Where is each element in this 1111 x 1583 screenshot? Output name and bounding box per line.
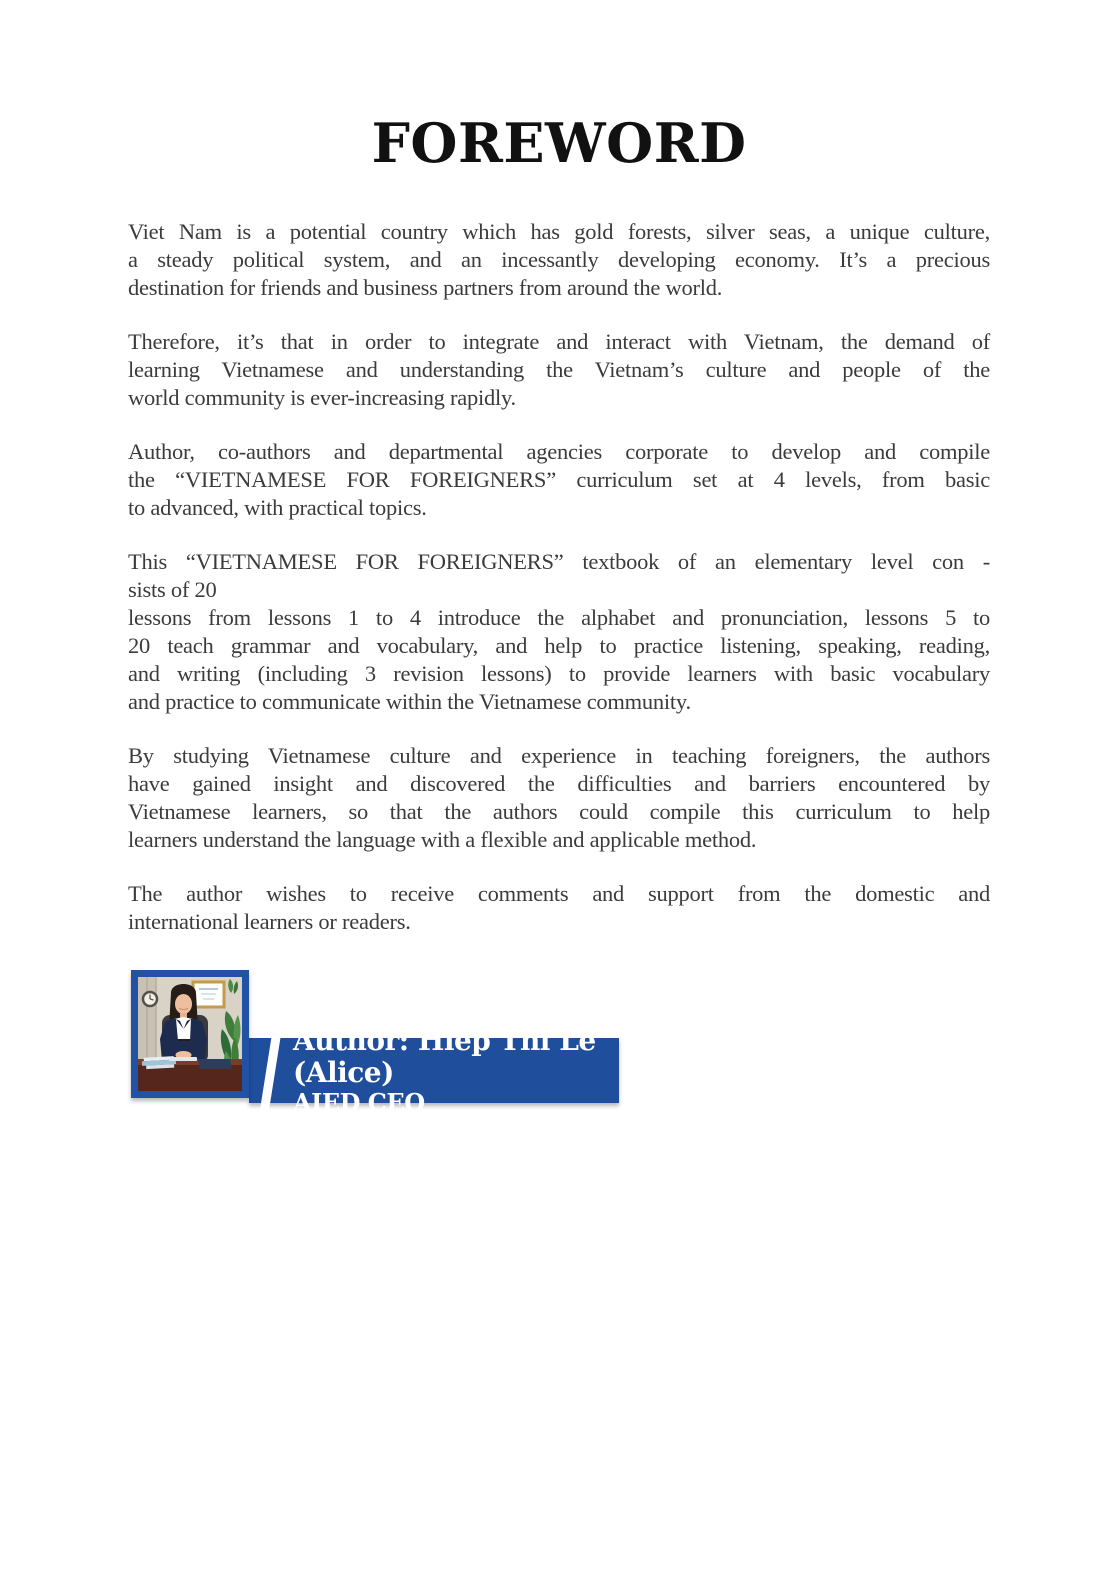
paragraph-line: lessons from lessons 1 to 4 introduce the alphabet and pronunciation, lessons 5 to (128, 605, 990, 630)
paragraph-line: have gained insight and discovered the difficulties and barriers encountered by (128, 771, 990, 796)
paragraph-line: to advanced, with practical topics. (128, 495, 427, 520)
paragraph-line: destination for friends and business partners from around the world. (128, 275, 723, 300)
banner-author-label: Author: Hiep Thi Le (Alice) (293, 1023, 596, 1089)
paragraph-line: Author, co-authors and departmental agencies corporate to develop and compile (128, 439, 990, 464)
paragraph-line: learners understand the language with a flexible and applicable method. (128, 827, 757, 852)
banner-role-label: AIED CEO (293, 1087, 425, 1117)
paragraph (128, 218, 990, 302)
foreword-paragraphs (128, 218, 990, 936)
paragraph-line: 20 teach grammar and vocabulary, and help to practice listening, speaking, reading, (128, 633, 990, 658)
paragraph-line: sists of 20 (128, 577, 217, 602)
folder (198, 1059, 232, 1069)
clock-icon (143, 992, 157, 1006)
paragraph (128, 548, 990, 716)
paragraph (128, 880, 990, 936)
paragraph-line: The author wishes to receive comments and support from the domestic and (128, 881, 990, 906)
paragraph-line: learning Vietnamese and understanding the Vietnam’s culture and people of the (128, 357, 990, 382)
paragraph-line: international learners or readers. (128, 909, 411, 934)
paragraph-line: world community is ever-increasing rapidly. (128, 385, 516, 410)
author-banner (249, 1023, 619, 1117)
paragraph-line: Therefore, it’s that in order to integrate and interact with Vietnam, the demand of (128, 329, 990, 354)
paragraph-line: and writing (including 3 revision lessons) to provide learners with basic vocabulary (128, 661, 990, 686)
paragraph-line: Viet Nam is a potential country which has gold forests, silver seas, a unique culture, (128, 219, 990, 244)
paragraph-line: Vietnamese learners, so that the authors could compile this curriculum to help (128, 799, 990, 824)
paragraph-line: a steady political system, and an incessantly developing economy. It’s a precious (128, 247, 990, 272)
paragraph-line: By studying Vietnamese culture and experience in teaching foreigners, the authors (128, 743, 990, 768)
paragraph (128, 438, 990, 522)
paragraph (128, 742, 990, 854)
page-title: FOREWORD (371, 111, 747, 175)
certificate-frame (193, 982, 224, 1007)
author-section (130, 970, 990, 1115)
paragraph (128, 328, 990, 412)
author-photo-illustration (138, 977, 242, 1091)
paragraph-line: the “VIETNAMESE FOR FOREIGNERS” curriculum set at 4 levels, from basic (128, 467, 990, 492)
banner-slash-decoration (260, 1033, 281, 1111)
paragraph-line: This “VIETNAMESE FOR FOREIGNERS” textbook of an elementary level con - (128, 549, 990, 574)
paper-sheet (169, 1057, 197, 1061)
author-photo (131, 970, 249, 1098)
paragraph-line: and practice to communicate within the Vietnamese community. (128, 689, 691, 714)
